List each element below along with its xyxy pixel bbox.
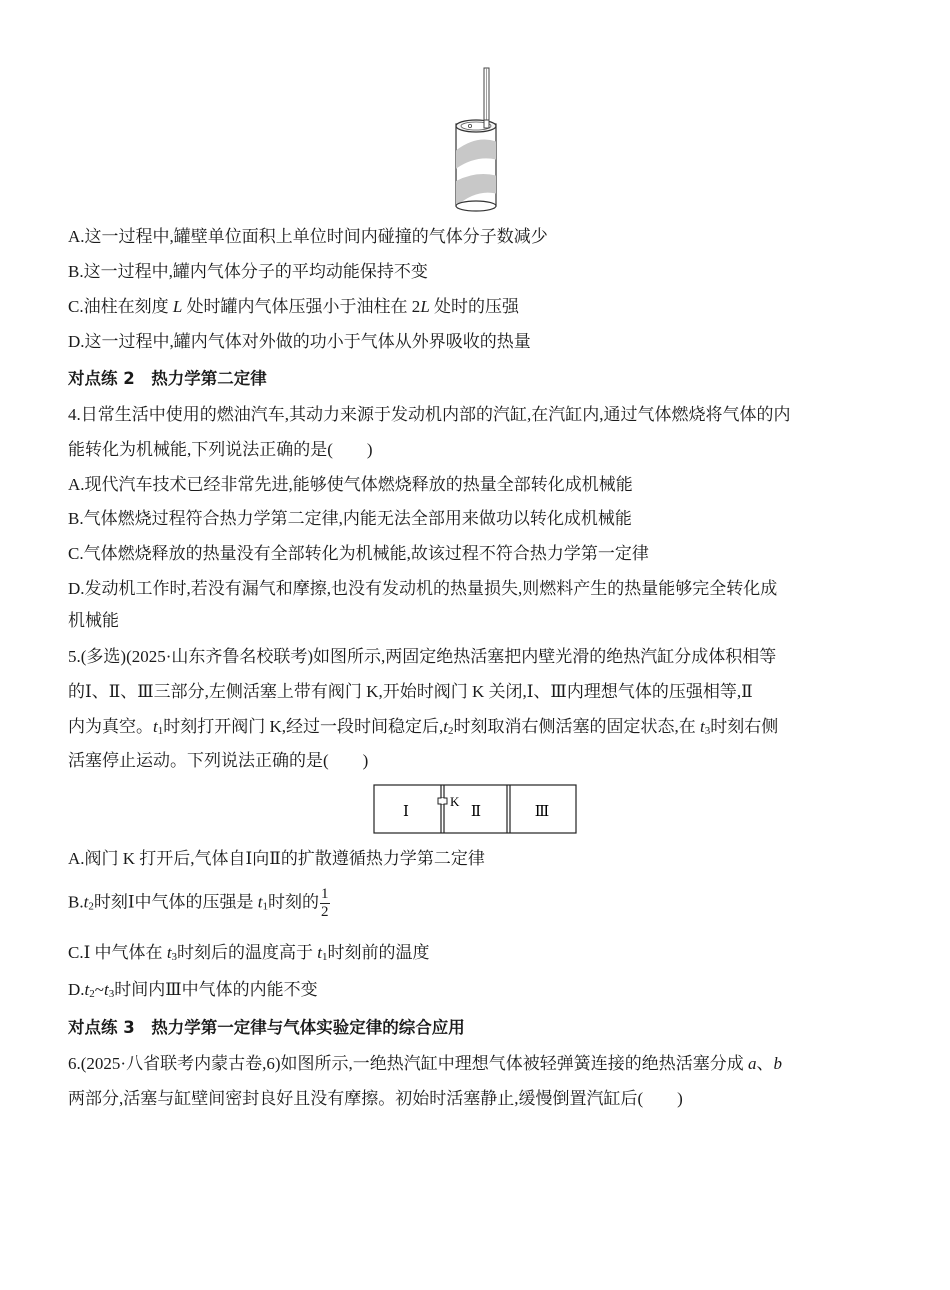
- q5-stem-line-3: 内为真空。$t_1$时刻打开阀门 K,经过一段时间稳定后$,t_2$时刻取消右侧活塞的固定状态,在 $t_3$时刻右侧: [68, 717, 779, 737]
- q4-option-c: C.气体燃烧释放的热量没有全部转化为机械能,故该过程不符合热力学第一定律: [68, 544, 649, 563]
- q6-stem-line-2: 两部分,活塞与缸壁间密封良好且没有摩擦。初始时活塞静止,缓慢倒置汽缸后( ): [68, 1089, 683, 1108]
- q4-option-d-line-1: D.发动机工作时,若没有漏气和摩擦,也没有发动机的热量损失,则燃料产生的热量能够完全转化成: [68, 579, 778, 598]
- q5-stem-line-4: 活塞停止运动。下列说法正确的是( ): [68, 751, 369, 770]
- q3-option-a: A.这一过程中,罐壁单位面积上单位时间内碰撞的气体分子数减少: [68, 227, 548, 246]
- q4-option-b: B.气体燃烧过程符合热力学第二定律,内能无法全部用来做功以转化成机械能: [68, 509, 632, 528]
- q4-option-d-line-2: 机械能: [68, 611, 119, 630]
- q5-stem-line-2: 的Ⅰ、Ⅱ、Ⅲ三部分,左侧活塞上带有阀门 K,开始时阀门 K 关闭,Ⅰ、Ⅲ内理想气体的压强相等,Ⅱ: [68, 682, 753, 701]
- valve-label-k: K: [450, 794, 460, 809]
- can-bottom: [456, 201, 496, 211]
- can-figure: [440, 64, 510, 214]
- cylinder-figure: [372, 784, 578, 836]
- q4-stem-line-2: 能转化为机械能,下列说法正确的是( ): [68, 440, 373, 459]
- q3-option-d: D.这一过程中,罐内气体对外做的功小于气体从外界吸收的热量: [68, 332, 531, 351]
- q4-option-a: A.现代汽车技术已经非常先进,能够使气体燃烧释放的热量全部转化成机械能: [68, 475, 633, 494]
- chamber-label-ii: Ⅱ: [470, 804, 482, 820]
- q6-stem-line-1: 6.(2025·八省联考内蒙古卷,6)如图所示,一绝热汽缸中理想气体被轻弹簧连接的绝热活塞分成 a、b: [68, 1054, 782, 1073]
- q5-option-a: A.阀门 K 打开后,气体自Ⅰ向Ⅱ的扩散遵循热力学第二定律: [68, 849, 485, 868]
- chamber-label-iii: Ⅲ: [534, 804, 550, 820]
- q5-option-c: C.Ⅰ 中气体在 $t_3$时刻后的温度高于 $t_1$时刻前的温度: [68, 943, 430, 963]
- q3-option-b: B.这一过程中,罐内气体分子的平均动能保持不变: [68, 262, 428, 281]
- q4-stem-line-1: 4.日常生活中使用的燃油汽车,其动力来源于发动机内部的汽缸,在汽缸内,通过气体燃烧将气体的内: [68, 405, 791, 424]
- chamber-label-i: Ⅰ: [403, 804, 409, 820]
- q5-option-d: $D.t_2\sim t_3$时间内Ⅲ中气体的内能不变: [68, 980, 318, 1000]
- q3-option-c: C.油柱在刻度 L 处时罐内气体压强小于油柱在 2L 处时的压强: [68, 297, 520, 316]
- section-3-heading: 对点练 3 热力学第一定律与气体实验定律的综合应用: [68, 1018, 465, 1037]
- section-2-heading: 对点练 2 热力学第二定律: [68, 369, 267, 388]
- q5-stem-line-1: 5.(多选)(2025·山东齐鲁名校联考)如图所示,两固定绝热活塞把内壁光滑的绝热汽缸分成体积相等: [68, 647, 777, 666]
- q5-option-b: $B.t_2$时刻Ⅰ中气体的压强是 $t_1$时刻的 $\frac{1}{2}$: [68, 886, 329, 920]
- fraction-one-half: $\frac{1}{2}$: [321, 886, 329, 920]
